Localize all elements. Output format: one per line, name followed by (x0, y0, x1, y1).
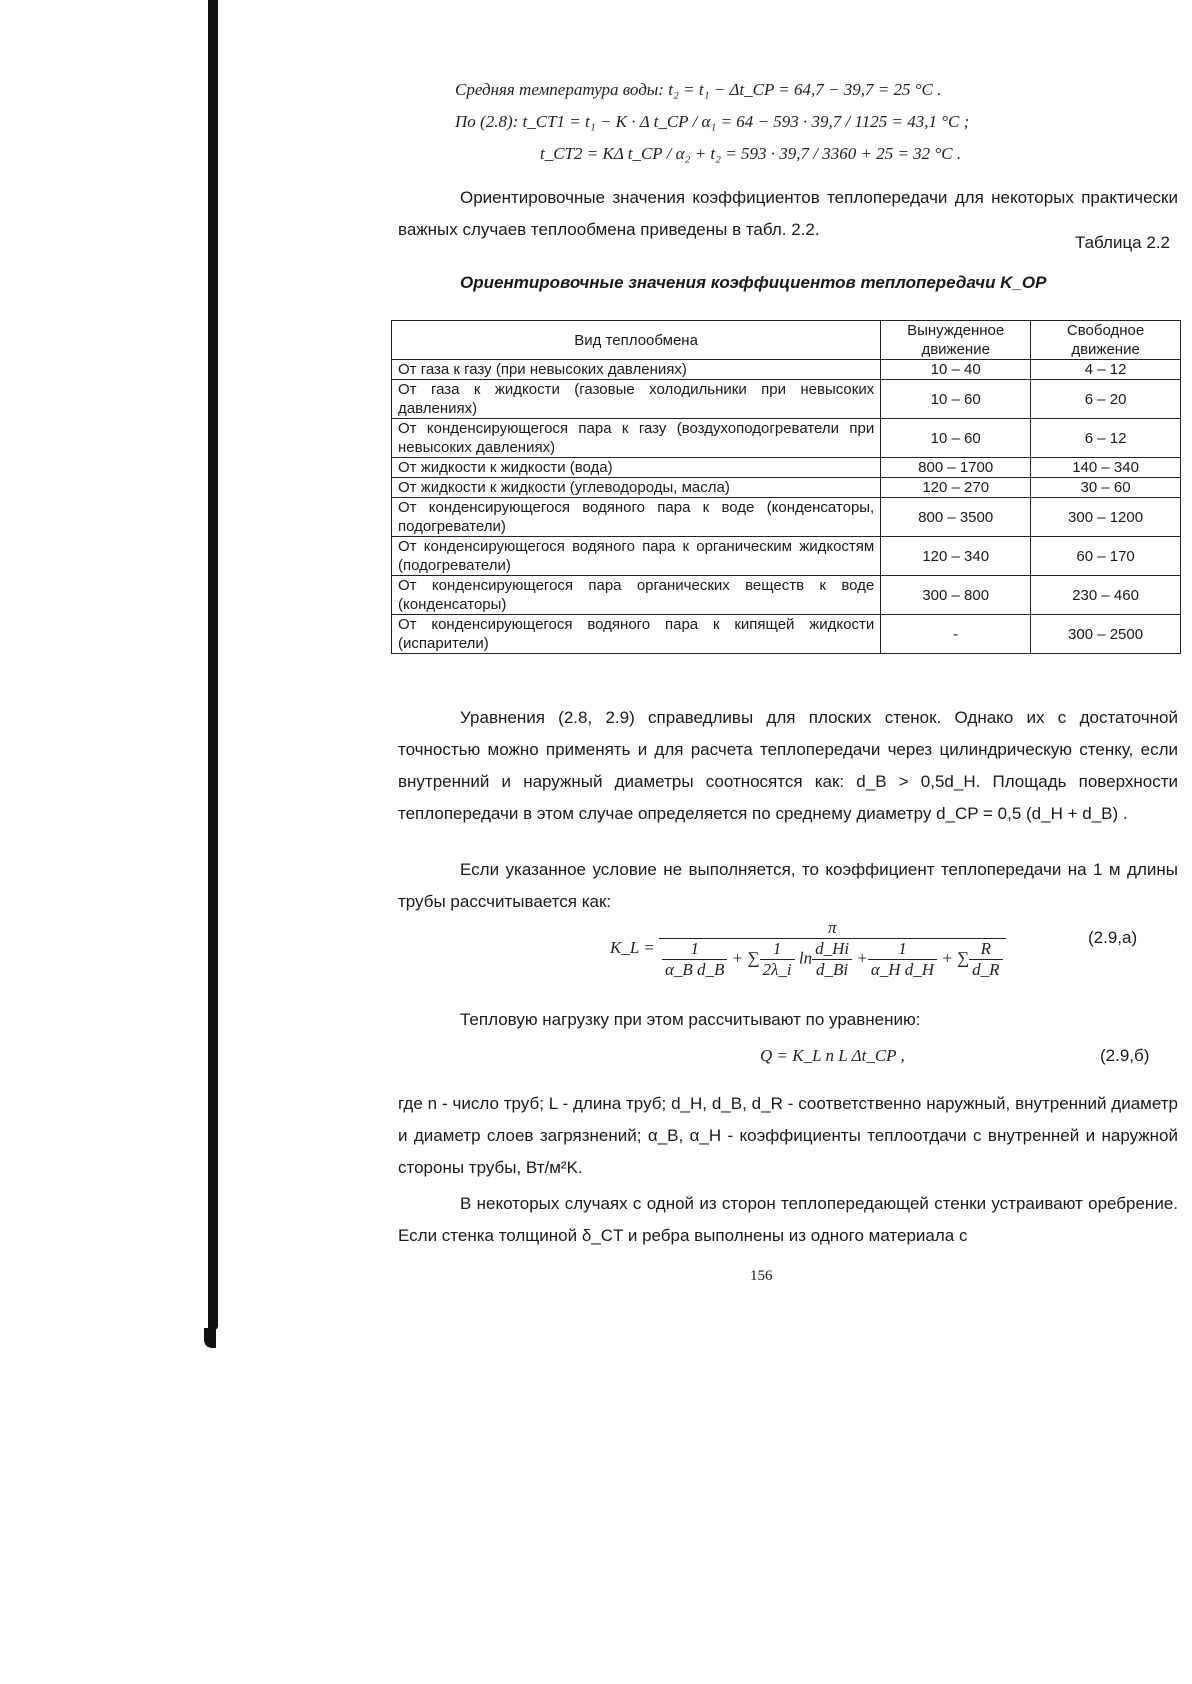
table-cell-type: От конденсирующегося водяного пара к кипящей жидкости (испарители) (392, 615, 881, 654)
table-cell-forced: 300 – 800 (881, 576, 1031, 615)
table-cell-forced: 120 – 270 (881, 478, 1031, 498)
table-cell-type: От конденсирующегося пара органических веществ к воде (конденсаторы) (392, 576, 881, 615)
table-cell-type: От конденсирующегося пара к газу (воздухоподогреватели при невысоких давлениях) (392, 419, 881, 458)
table-row (392, 537, 1181, 576)
table-header-row (392, 321, 1181, 360)
formula-label: Средняя температура воды: (455, 80, 664, 99)
intro-paragraph: Ориентировочные значения коэффициентов теплопередачи для некоторых практически важных случаев теплообмена приведены в табл. 2.2. (398, 188, 1178, 239)
scan-binding-edge (208, 0, 218, 1330)
table-cell-free: 4 – 12 (1031, 360, 1181, 380)
table-cell-free: 230 – 460 (1031, 576, 1181, 615)
equation-kl (610, 918, 1006, 980)
page-number: 156 (750, 1268, 773, 1284)
table-cell-forced: 10 – 60 (881, 380, 1031, 419)
table-cell-forced: 800 – 3500 (881, 498, 1031, 537)
header-cell: Вынужденное движение (881, 321, 1031, 360)
table-title: Ориентировочные значения коэффициентов теплопередачи K_OP (460, 273, 1047, 292)
table-row (392, 615, 1181, 654)
equation-q: Q = K_L n L Δt_CP , (760, 1046, 905, 1065)
formula-expression: t_CT1 = t₁ − K · Δ t_CP / α₁ = 64 − 593 · 39,7 / 1125 = 43,1 °C ; (522, 112, 970, 131)
table-cell-free: 6 – 12 (1031, 419, 1181, 458)
equation-lhs: K_L = (610, 937, 655, 957)
table-cell-forced: 10 – 60 (881, 419, 1031, 458)
table-row (392, 498, 1181, 537)
equation-main-fraction (659, 918, 1006, 980)
table-cell-type: От газа к газу (при невысоких давлениях) (392, 360, 881, 380)
table-cell-free: 300 – 1200 (1031, 498, 1181, 537)
table-cell-type: От конденсирующегося водяного пара к воде (конденсаторы, подогреватели) (392, 498, 881, 537)
table-cell-free: 30 – 60 (1031, 478, 1181, 498)
equation-number: (2.9,б) (1100, 1046, 1150, 1065)
table-cell-free: 300 – 2500 (1031, 615, 1181, 654)
table-reference: Таблица 2.2 (1074, 233, 1170, 252)
table-cell-forced: 120 – 340 (881, 537, 1031, 576)
equation-numerator: π (659, 918, 1006, 939)
header-cell: Вид теплообмена (392, 321, 881, 360)
paragraph-where: где n - число труб; L - длина труб; d_H, d_B, d_R - соответственно наружный, внутренний диаметр и диаметр слоев загрязнений; α_B, α_H - коэффициенты теплоотдачи с внутренней и наружной стороны трубы, Вт/м²K. (398, 1094, 1178, 1177)
formula-label: По (2.8): (455, 112, 519, 131)
paragraph-fins: В некоторых случаях с одной из сторон теплопередающей стенки устраивают оребрение. Если стенка толщиной δ_CT и ребра выполнены из одного материала с (398, 1194, 1178, 1245)
table-row (392, 458, 1181, 478)
table-cell-type: От жидкости к жидкости (вода) (392, 458, 881, 478)
table-row (392, 576, 1181, 615)
table-cell-forced: - (881, 615, 1031, 654)
paragraph-condition: Если указанное условие не выполняется, то коэффициент теплопередачи на 1 м длины трубы рассчитывается как: (398, 860, 1178, 911)
table-cell-type: От конденсирующегося водяного пара к органическим жидкостям (подогреватели) (392, 537, 881, 576)
paragraph-load: Тепловую нагрузку при этом рассчитывают по уравнению: (460, 1010, 921, 1029)
formula-expression: t_CT2 = KΔ t_CP / α₂ + t₂ = 593 · 39,7 / 3360 + 25 = 32 °C . (540, 144, 962, 163)
table-cell-type: От жидкости к жидкости (углеводороды, масла) (392, 478, 881, 498)
table-cell-free: 60 – 170 (1031, 537, 1181, 576)
table-row (392, 380, 1181, 419)
formula-line-2 (455, 112, 969, 132)
formula-line-3 (540, 144, 961, 164)
formula-line-1 (455, 80, 941, 100)
table-cell-forced: 800 – 1700 (881, 458, 1031, 478)
table-cell-free: 140 – 340 (1031, 458, 1181, 478)
table-row (392, 419, 1181, 458)
table-row (392, 478, 1181, 498)
header-cell: Свободное движение (1031, 321, 1181, 360)
equation-number: (2.9,а) (1088, 928, 1138, 947)
paragraph-cylindrical-wall: Уравнения (2.8, 2.9) справедливы для плоских стенок. Однако их с достаточной точностью можно применять и для расчета теплопередачи через цилиндрическую стенку, если внутренний и наружный диаметры соотносятся как: d_B > 0,5d_H. Площадь поверхности теплопередачи в этом случае определяется по среднему диаметру d_CP = 0,5 (d_H + d_B) . (398, 708, 1178, 823)
formula-expression: t₂ = t₁ − Δt_CP = 64,7 − 39,7 = 25 °C . (668, 80, 942, 99)
heat-transfer-table (391, 320, 1181, 654)
table-cell-forced: 10 – 40 (881, 360, 1031, 380)
table-row (392, 360, 1181, 380)
equation-denominator: $\frac{1}{\text{α\_B d\_B}}$ + ∑ $\frac{1}{2\lambda\_i}$ ln $\frac{d\_Hi}{d\_Bi}$ + $\frac{1}{\text{α\_H d\_H}}$ + ∑ $\frac{R}{d\_R}$ (659, 939, 1006, 980)
table-cell-type: От газа к жидкости (газовые холодильники при невысоких давлениях) (392, 380, 881, 419)
table-cell-free: 6 – 20 (1031, 380, 1181, 419)
